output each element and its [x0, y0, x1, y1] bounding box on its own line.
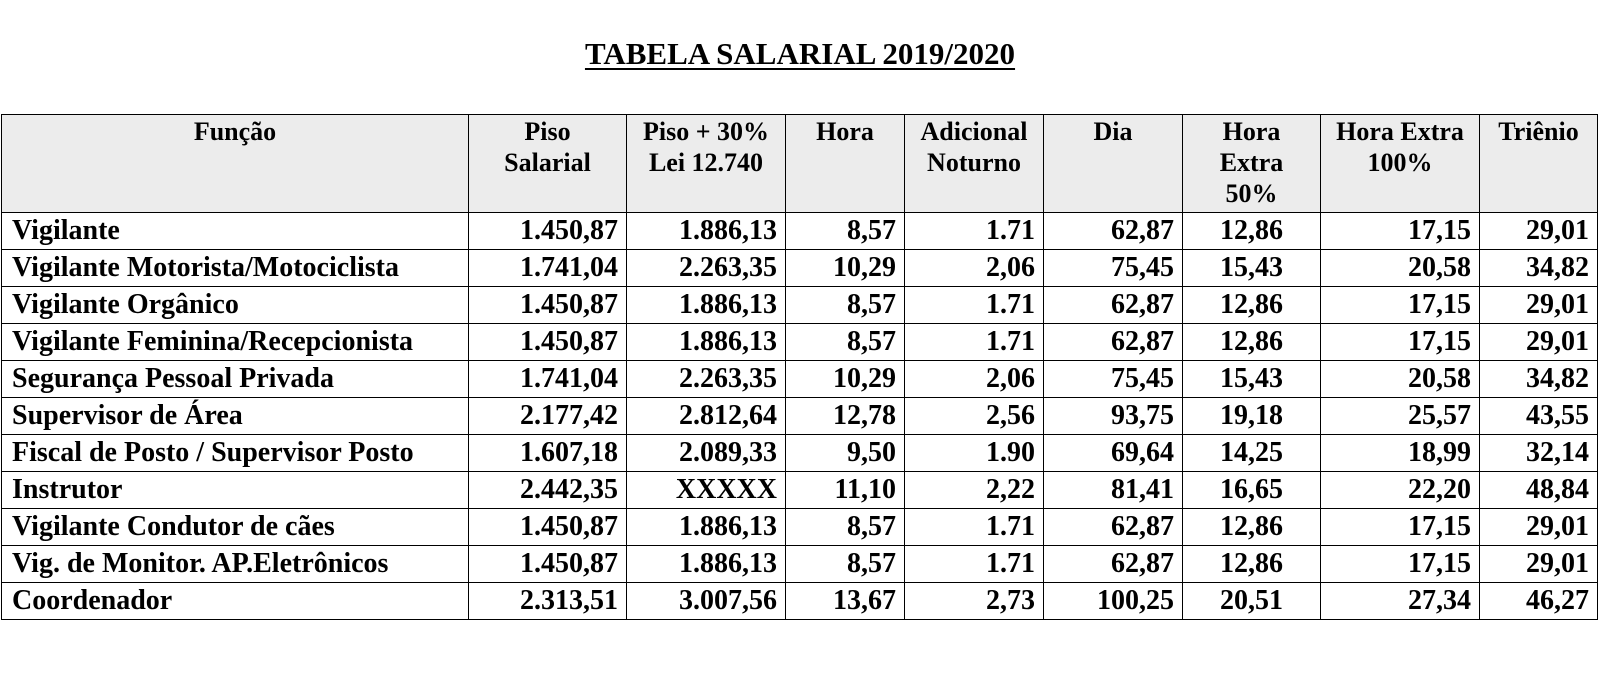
- table-body: [2, 213, 1598, 620]
- column-header-piso-salarial: [469, 115, 627, 213]
- cell-adicional-noturno: 1.71: [905, 324, 1044, 361]
- cell-hora: 9,50: [786, 435, 905, 472]
- table-row: [2, 361, 1598, 398]
- cell-adicional-noturno: 2,73: [905, 583, 1044, 620]
- cell-piso-30: 1.886,13: [627, 546, 786, 583]
- cell-trienio: 32,14: [1480, 435, 1598, 472]
- column-header-line: Noturno: [927, 148, 1021, 177]
- cell-piso-30: 3.007,56: [627, 583, 786, 620]
- cell-hora-extra-50: 12,86: [1183, 287, 1321, 324]
- cell-hora: 10,29: [786, 250, 905, 287]
- cell-piso-30: 2.812,64: [627, 398, 786, 435]
- cell-hora-extra-100: 18,99: [1321, 435, 1480, 472]
- table-row: [2, 509, 1598, 546]
- cell-hora: 12,78: [786, 398, 905, 435]
- cell-adicional-noturno: 1.90: [905, 435, 1044, 472]
- cell-piso-salarial: 1.450,87: [469, 213, 627, 250]
- cell-adicional-noturno: 2,22: [905, 472, 1044, 509]
- cell-dia: 62,87: [1044, 546, 1183, 583]
- cell-piso-30: 1.886,13: [627, 324, 786, 361]
- cell-trienio: 29,01: [1480, 546, 1598, 583]
- cell-piso-salarial: 1.450,87: [469, 287, 627, 324]
- cell-trienio: 29,01: [1480, 287, 1598, 324]
- table-row: [2, 287, 1598, 324]
- cell-hora: 8,57: [786, 213, 905, 250]
- cell-trienio: 43,55: [1480, 398, 1598, 435]
- cell-hora-extra-100: 17,15: [1321, 546, 1480, 583]
- table-row: [2, 435, 1598, 472]
- cell-piso-salarial: 1.741,04: [469, 361, 627, 398]
- row-function-name: Instrutor: [2, 472, 469, 509]
- cell-hora-extra-50: 12,86: [1183, 509, 1321, 546]
- row-function-name: Coordenador: [2, 583, 469, 620]
- row-function-name: Supervisor de Área: [2, 398, 469, 435]
- column-header-line: Triênio: [1498, 117, 1579, 146]
- cell-trienio: 46,27: [1480, 583, 1598, 620]
- row-function-name: Segurança Pessoal Privada: [2, 361, 469, 398]
- cell-hora-extra-100: 17,15: [1321, 324, 1480, 361]
- column-header-hora-extra-50: [1183, 115, 1321, 213]
- cell-trienio: 29,01: [1480, 213, 1598, 250]
- cell-hora-extra-100: 25,57: [1321, 398, 1480, 435]
- cell-hora-extra-50: 19,18: [1183, 398, 1321, 435]
- cell-piso-salarial: 1.741,04: [469, 250, 627, 287]
- cell-hora-extra-50: 16,65: [1183, 472, 1321, 509]
- cell-dia: 75,45: [1044, 361, 1183, 398]
- table-row: [2, 472, 1598, 509]
- cell-adicional-noturno: 2,56: [905, 398, 1044, 435]
- cell-hora-extra-100: 17,15: [1321, 509, 1480, 546]
- cell-dia: 62,87: [1044, 287, 1183, 324]
- cell-hora-extra-100: 20,58: [1321, 250, 1480, 287]
- column-header-line: 100%: [1367, 148, 1433, 177]
- column-header-line: Piso + 30%: [642, 117, 770, 146]
- cell-dia: 100,25: [1044, 583, 1183, 620]
- table-row: [2, 250, 1598, 287]
- cell-trienio: 34,82: [1480, 361, 1598, 398]
- cell-dia: 93,75: [1044, 398, 1183, 435]
- cell-dia: 62,87: [1044, 509, 1183, 546]
- cell-hora: 8,57: [786, 287, 905, 324]
- salary-table: [1, 114, 1598, 620]
- cell-hora: 10,29: [786, 361, 905, 398]
- cell-hora-extra-100: 17,15: [1321, 287, 1480, 324]
- header-row: [2, 115, 1598, 213]
- cell-hora-extra-50: 12,86: [1183, 546, 1321, 583]
- table-row: [2, 398, 1598, 435]
- column-header-line: Dia: [1093, 117, 1133, 146]
- cell-dia: 81,41: [1044, 472, 1183, 509]
- cell-hora-extra-50: 12,86: [1183, 324, 1321, 361]
- cell-hora-extra-50: 15,43: [1183, 361, 1321, 398]
- row-function-name: Vigilante Motorista/Motociclista: [2, 250, 469, 287]
- row-function-name: Vigilante Condutor de cães: [2, 509, 469, 546]
- column-header-funcao: [2, 115, 469, 213]
- cell-hora-extra-50: 20,51: [1183, 583, 1321, 620]
- cell-piso-salarial: 1.450,87: [469, 324, 627, 361]
- cell-hora: 11,10: [786, 472, 905, 509]
- cell-piso-salarial: 1.450,87: [469, 546, 627, 583]
- cell-trienio: 34,82: [1480, 250, 1598, 287]
- cell-piso-30: XXXXX: [627, 472, 786, 509]
- column-header-hora-extra-100: [1321, 115, 1480, 213]
- cell-hora: 8,57: [786, 324, 905, 361]
- cell-adicional-noturno: 2,06: [905, 361, 1044, 398]
- cell-piso-salarial: 2.313,51: [469, 583, 627, 620]
- cell-piso-30: 2.263,35: [627, 361, 786, 398]
- column-header-line: Adicional: [920, 117, 1028, 146]
- cell-piso-30: 1.886,13: [627, 509, 786, 546]
- cell-dia: 62,87: [1044, 213, 1183, 250]
- column-header-line: 50%: [1225, 179, 1278, 208]
- cell-hora-extra-50: 14,25: [1183, 435, 1321, 472]
- cell-piso-salarial: 2.177,42: [469, 398, 627, 435]
- table-row: [2, 583, 1598, 620]
- cell-hora-extra-50: 15,43: [1183, 250, 1321, 287]
- cell-adicional-noturno: 1.71: [905, 546, 1044, 583]
- cell-hora: 8,57: [786, 546, 905, 583]
- cell-piso-30: 2.089,33: [627, 435, 786, 472]
- cell-hora-extra-100: 17,15: [1321, 213, 1480, 250]
- cell-piso-30: 1.886,13: [627, 213, 786, 250]
- column-header-line: Hora: [816, 117, 874, 146]
- row-function-name: Vigilante Feminina/Recepcionista: [2, 324, 469, 361]
- table-row: [2, 546, 1598, 583]
- table-row: [2, 213, 1598, 250]
- column-header-line: Lei 12.740: [648, 148, 764, 177]
- cell-adicional-noturno: 1.71: [905, 213, 1044, 250]
- cell-hora-extra-100: 22,20: [1321, 472, 1480, 509]
- column-header-line: Extra: [1219, 148, 1284, 177]
- cell-hora-extra-100: 27,34: [1321, 583, 1480, 620]
- cell-piso-salarial: 2.442,35: [469, 472, 627, 509]
- cell-trienio: 29,01: [1480, 509, 1598, 546]
- cell-adicional-noturno: 1.71: [905, 509, 1044, 546]
- cell-hora: 8,57: [786, 509, 905, 546]
- cell-dia: 62,87: [1044, 324, 1183, 361]
- cell-piso-salarial: 1.607,18: [469, 435, 627, 472]
- column-header-dia: [1044, 115, 1183, 213]
- cell-hora-extra-50: 12,86: [1183, 213, 1321, 250]
- cell-piso-30: 2.263,35: [627, 250, 786, 287]
- row-function-name: Vigilante: [2, 213, 469, 250]
- table-header: [2, 115, 1598, 213]
- cell-hora: 13,67: [786, 583, 905, 620]
- table-row: [2, 324, 1598, 361]
- cell-dia: 69,64: [1044, 435, 1183, 472]
- cell-adicional-noturno: 1.71: [905, 287, 1044, 324]
- column-header-adicional-noturno: [905, 115, 1044, 213]
- column-header-hora: [786, 115, 905, 213]
- cell-dia: 75,45: [1044, 250, 1183, 287]
- row-function-name: Vigilante Orgânico: [2, 287, 469, 324]
- column-header-line: Hora Extra: [1336, 117, 1464, 146]
- row-function-name: Fiscal de Posto / Supervisor Posto: [2, 435, 469, 472]
- column-header-line: Piso: [524, 117, 571, 146]
- column-header-piso-30: [627, 115, 786, 213]
- cell-trienio: 29,01: [1480, 324, 1598, 361]
- cell-hora-extra-100: 20,58: [1321, 361, 1480, 398]
- row-function-name: Vig. de Monitor. AP.Eletrônicos: [2, 546, 469, 583]
- column-header-line: Salarial: [504, 148, 591, 177]
- cell-piso-salarial: 1.450,87: [469, 509, 627, 546]
- cell-piso-30: 1.886,13: [627, 287, 786, 324]
- page-title: TABELA SALARIAL 2019/2020: [584, 36, 1016, 71]
- column-header-line: Função: [193, 117, 277, 146]
- column-header-line: Hora: [1222, 117, 1281, 146]
- cell-trienio: 48,84: [1480, 472, 1598, 509]
- cell-adicional-noturno: 2,06: [905, 250, 1044, 287]
- column-header-trienio: [1480, 115, 1598, 213]
